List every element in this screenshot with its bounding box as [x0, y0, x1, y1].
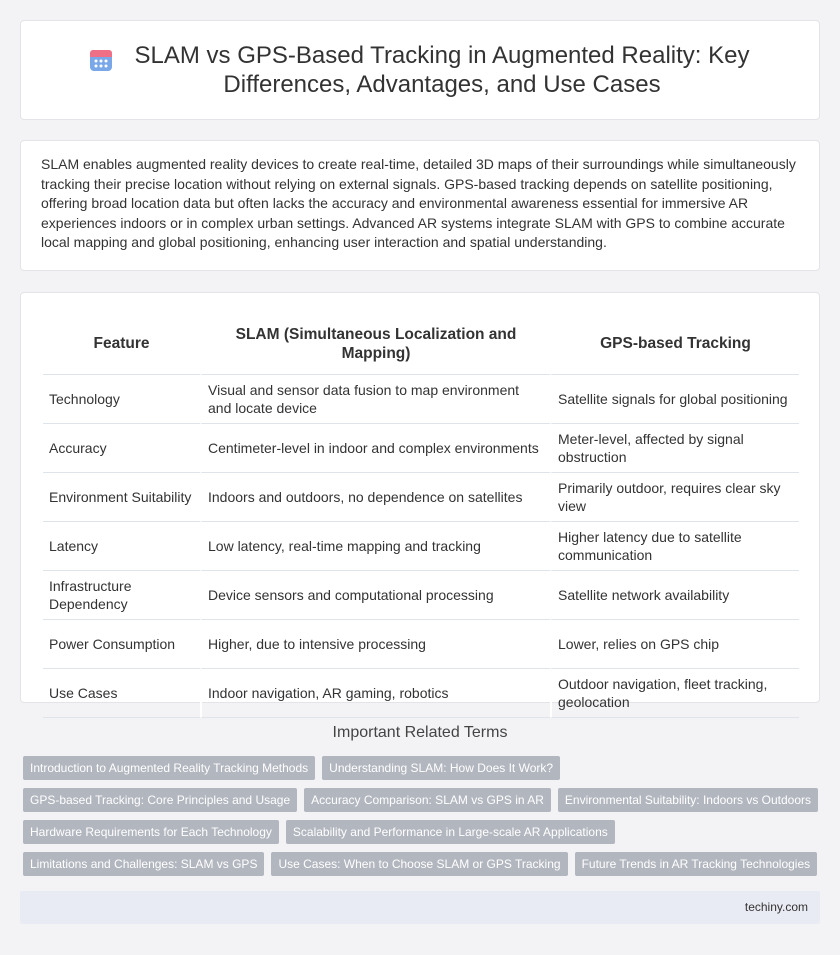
gps-cell: Lower, relies on GPS chip — [550, 620, 799, 669]
table-row — [43, 522, 799, 571]
page-title: SLAM vs GPS-Based Tracking in Augmented Reality: Key Differences, Advantages, and Use Cases — [134, 42, 750, 98]
summary-text: SLAM enables augmented reality devices to create real-time, detailed 3D maps of their surroundings while simultaneously tracking their precise location without relying on external signals. GPS-based tracking depends on satellite positioning, offering broad location data but often lacks the accuracy and environmental awareness essential for immersive AR experiences indoors or in complex urban settings. Advanced AR systems integrate SLAM with GPS to combine accurate local mapping and global positioning, enhancing user interaction and spatial understanding. — [41, 156, 796, 250]
slam-cell: Indoor navigation, AR gaming, robotics — [200, 669, 550, 718]
comparison-table-card — [20, 292, 820, 710]
tag-row — [23, 788, 823, 812]
table-row — [43, 669, 799, 718]
tag-row — [23, 820, 823, 844]
gps-cell: Higher latency due to satellite communication — [550, 522, 799, 571]
table-row — [43, 424, 799, 473]
column-header-feature: Feature — [43, 313, 200, 375]
related-terms-tags — [23, 756, 823, 884]
feature-cell: Latency — [43, 522, 200, 571]
table-row — [43, 375, 799, 424]
gps-cell: Meter-level, affected by signal obstruction — [550, 424, 799, 473]
related-terms-heading: Important Related Terms — [332, 724, 508, 741]
feature-cell: Technology — [43, 375, 200, 424]
slam-cell: Higher, due to intensive processing — [200, 620, 550, 669]
feature-cell: Accuracy — [43, 424, 200, 473]
related-term-tag[interactable]: Scalability and Performance in Large-scale AR Applications — [286, 820, 615, 844]
related-term-tag[interactable]: Accuracy Comparison: SLAM vs GPS in AR — [304, 788, 551, 812]
feature-cell: Environment Suitability — [43, 473, 200, 522]
gps-cell: Satellite network availability — [550, 571, 799, 620]
slam-cell: Device sensors and computational processing — [200, 571, 550, 620]
slam-cell: Centimeter-level in indoor and complex environments — [200, 424, 550, 473]
title-card — [20, 20, 820, 120]
summary-card — [20, 140, 820, 271]
comparison-table — [43, 313, 799, 718]
gps-cell: Primarily outdoor, requires clear sky view — [550, 473, 799, 522]
related-term-tag[interactable]: Hardware Requirements for Each Technology — [23, 820, 279, 844]
table-row — [43, 473, 799, 522]
slam-cell: Visual and sensor data fusion to map environment and locate device — [200, 375, 550, 424]
related-term-tag[interactable]: Environmental Suitability: Indoors vs Outdoors — [558, 788, 818, 812]
slam-cell: Low latency, real-time mapping and tracking — [200, 522, 550, 571]
column-header-gps: GPS-based Tracking — [550, 313, 799, 375]
slam-cell: Indoors and outdoors, no dependence on satellites — [200, 473, 550, 522]
feature-cell: Infrastructure Dependency — [43, 571, 200, 620]
table-header-row — [43, 313, 799, 375]
table-row — [43, 571, 799, 620]
related-term-tag[interactable]: Use Cases: When to Choose SLAM or GPS Tracking — [271, 852, 567, 876]
tag-row — [23, 756, 823, 780]
tag-row — [23, 852, 823, 876]
calendar-grid-icon — [88, 47, 114, 73]
related-term-tag[interactable]: Introduction to Augmented Reality Tracking Methods — [23, 756, 315, 780]
footer-brand-link[interactable]: techiny.com — [744, 900, 808, 914]
related-term-tag[interactable]: Understanding SLAM: How Does It Work? — [322, 756, 560, 780]
feature-cell: Power Consumption — [43, 620, 200, 669]
related-term-tag[interactable]: GPS-based Tracking: Core Principles and Usage — [23, 788, 297, 812]
gps-cell: Satellite signals for global positioning — [550, 375, 799, 424]
column-header-slam: SLAM (Simultaneous Localization and Mapping) — [200, 313, 550, 375]
table-row — [43, 620, 799, 669]
feature-cell: Use Cases — [43, 669, 200, 718]
gps-cell: Outdoor navigation, fleet tracking, geolocation — [550, 669, 799, 718]
related-term-tag[interactable]: Limitations and Challenges: SLAM vs GPS — [23, 852, 264, 876]
related-term-tag[interactable]: Future Trends in AR Tracking Technologies — [575, 852, 818, 876]
footer-bar — [20, 891, 820, 924]
title-row — [88, 41, 752, 99]
